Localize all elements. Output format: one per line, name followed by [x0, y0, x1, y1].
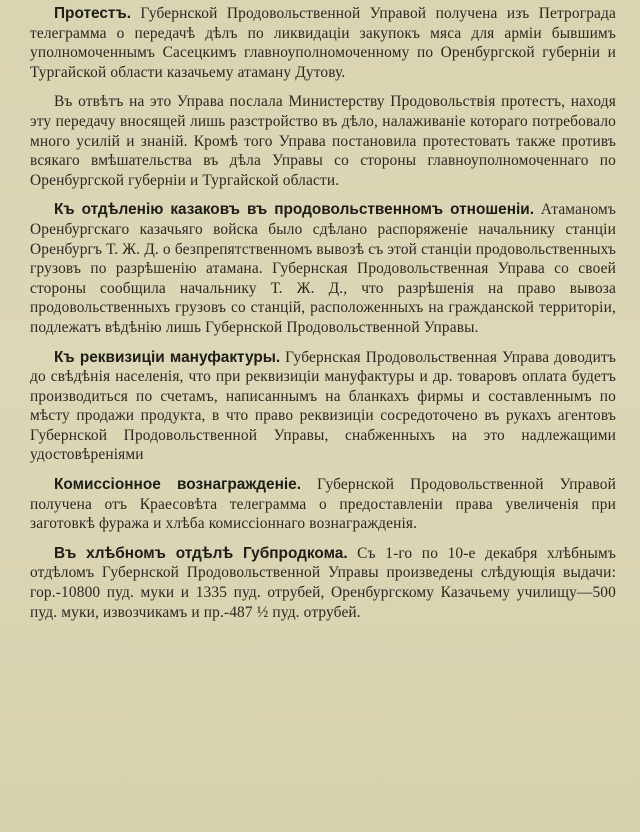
article-body: Атаманомъ Оренбургскаго казачьяго войска было сдѣлано распоряженіе начальнику станціи Оренбургъ Т. Ж. Д. о безпрепятственномъ вывозѣ съ этой станціи продовольственныхъ грузовъ по разрѣшенію атамана. Губернская Продовольственная Управа со своей стороны сообщила начальнику Т. Ж. Д., что разрѣшенія на право вывоза продовольственныхъ грузовъ со станцій, расположенныхъ на гражданской территоріи, подлежатъ вѣдѣнію лишь Губернской Продовольственной Управы.: [30, 201, 617, 336]
article-cossacks: [30, 200, 616, 337]
article-body: Губернской Продовольственной Управой получена отъ Краесовѣта телеграмма о предоставленіи права увеличенія при заготовкѣ фуража и хлѣба комиссіоннаго вознагражденія.: [30, 476, 617, 533]
article-heading: Протестъ.: [54, 5, 131, 22]
article-requisition: [30, 348, 616, 466]
article-heading: Къ отдѣленію казаковъ въ продовольственномъ отношеніи.: [54, 201, 535, 219]
article-body: Съ 1-го по 10-е декабря хлѣбнымъ отдѣломъ Губернской Продовольственной Управы произведены слѣдующія выдачи: гор.-10800 пуд. муки и 1335 пуд. отрубей, Оренбургскому Казачьему училищу—500 пуд. муки, извозчикамъ и пр.-487 ½ пуд. отрубей.: [30, 544, 617, 621]
article-body: Губернской Продовольственной Управой получена изъ Петрограда телеграмма о передачѣ дѣлъ по ликвидаціи закупокъ мяса для арміи бывшимъ уполномоченнымъ Сасецкимъ главноуполномоченному по Оренбургской губерніи и Тургайской области казачьему атаману Дутову.: [30, 5, 616, 81]
article-body: Губернская Продовольственная Управа доводитъ до свѣдѣнія населенія, что при реквизиціи мануфактуры и др. товаровъ оплата будетъ производиться по счетамъ, написаннымъ на бланкахъ фирмы и составленнымъ по мѣсту продажи продукта, в что право реквизиціи сосредоточено въ рукахъ агентовъ Губернской Продовольственной Управы, снабженныхъ на это надлежащими удостовѣреніями: [30, 348, 616, 464]
article-protest: [30, 4, 616, 82]
article-grain-department: [30, 544, 616, 622]
article-commission: [30, 475, 616, 534]
article-heading: Въ хлѣбномъ отдѣлѣ Губпродкома.: [54, 544, 348, 562]
article-heading: Комиссіонное вознагражденіе.: [54, 476, 302, 494]
article-heading: Къ реквизиціи мануфактуры.: [54, 348, 281, 366]
article-protest-continuation: Въ отвѣтъ на это Управа послала Министерству Продовольствія протестъ, находя эту передачу вносящей лишь разстройство въ дѣло, налаживаніе котораго потребовало много усилій и знаній. Кромѣ того Управа постановила протестовать также противъ всякаго вмѣшательства въ дѣла Управы со стороны главноуполномоченнаго по Оренбургской губерніи и Тургайской области.: [30, 93, 616, 189]
